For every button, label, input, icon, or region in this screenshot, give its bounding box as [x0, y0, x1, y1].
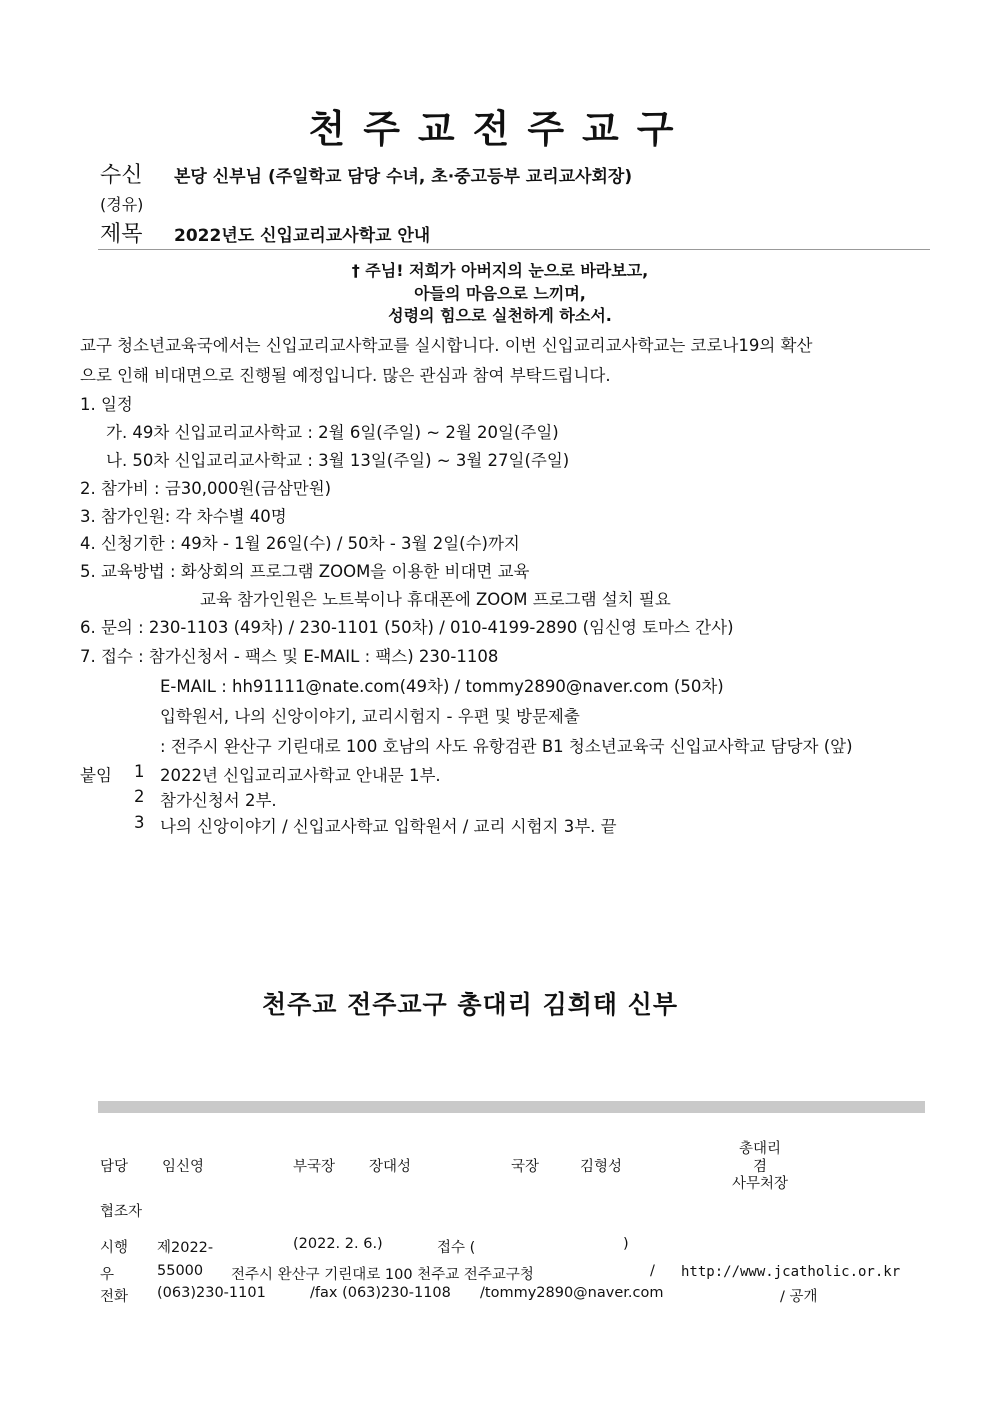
- vicar-label-1: 총대리: [738, 1141, 782, 1157]
- item-receipt-docs: 입학원서, 나의 신앙이야기, 교리시험지 - 우편 및 방문제출: [160, 707, 580, 726]
- vicar-label-2: 겸: [752, 1159, 767, 1175]
- item-deadline: 4. 신청기한 : 49차 - 1월 26일(수) / 50차 - 3월 2일(수)까지: [80, 534, 520, 553]
- subject-label: 제목: [100, 222, 143, 247]
- vicar-label-3: 사무처장: [731, 1176, 789, 1192]
- exec-date: (2022. 2. 6.): [293, 1236, 383, 1252]
- document-title: 천주교전주교구: [308, 106, 692, 151]
- item-receipt: 7. 접수 : 참가신청서 - 팩스 및 E-MAIL : 팩스) 230-1108: [80, 647, 499, 666]
- prayer-line-2: 아들의 마음으로 느끼며,: [414, 284, 586, 303]
- intro-line-2: 으로 인해 비대면으로 진행될 예정입니다. 많은 관심과 참여 부탁드립니다.: [80, 366, 611, 385]
- header-divider: [98, 249, 930, 250]
- postal-code: 55000: [157, 1263, 204, 1279]
- separator: /: [650, 1263, 655, 1279]
- prayer-line-3: 성령의 힘으로 실천하게 하소서.: [388, 306, 612, 325]
- in-charge-label: 담당: [100, 1159, 129, 1175]
- recipient: 본당 신부님 (주일학교 담당 수녀, 초·중고등부 교리교사회장): [174, 167, 633, 187]
- attachment-item: 2022년 신입교리교사학교 안내문 1부.: [160, 766, 441, 785]
- recipient-label: 수신: [100, 163, 143, 188]
- postal-label: 우: [100, 1267, 115, 1283]
- director-label: 국장: [511, 1159, 540, 1175]
- phone-number: (063)230-1101: [157, 1285, 266, 1301]
- signature: 천주교 전주교구 총대리 김희태 신부: [261, 990, 679, 1019]
- attachments-label: 붙임: [80, 766, 112, 785]
- website-link[interactable]: http://www.jcatholic.or.kr: [681, 1264, 901, 1280]
- item-schedule: 1. 일정: [80, 395, 133, 414]
- receipt-label: 접수 (: [437, 1240, 476, 1256]
- item-schedule-b: 나. 50차 신입교리교사학교 : 3월 13일(주일) ~ 3월 27일(주일): [106, 451, 570, 470]
- subject: 2022년도 신입교리교사학교 안내: [174, 226, 431, 246]
- disclosure-status: / 공개: [780, 1289, 818, 1305]
- attachment-item: 나의 신앙이야기 / 신입교사학교 입학원서 / 교리 시험지 3부. 끝: [160, 817, 617, 836]
- item-capacity: 3. 참가인원: 각 차수별 40명: [80, 507, 287, 526]
- item-method-note: 교육 참가인원은 노트북이나 휴대폰에 ZOOM 프로그램 설치 필요: [200, 590, 671, 609]
- receipt-close: ): [623, 1236, 629, 1252]
- item-method: 5. 교육방법 : 화상회의 프로그램 ZOOM을 이용한 비대면 교육: [80, 562, 530, 581]
- attachment-item: 참가신청서 2부.: [160, 791, 277, 810]
- via-label: (경유): [100, 195, 144, 214]
- item-receipt-email: E-MAIL : hh91111@nate.com(49차) / tommy2890@naver.com (50차): [160, 677, 724, 696]
- attachment-num: 2: [134, 787, 145, 806]
- item-receipt-address: : 전주시 완산구 기린대로 100 호남의 사도 유항검관 B1 청소년교육국 신입교사학교 담당자 (앞): [160, 737, 853, 756]
- attachment-num: 3: [134, 813, 145, 832]
- fax-number: /fax (063)230-1108: [310, 1285, 451, 1301]
- office-address: 전주시 완산구 기린대로 100 천주교 전주교구청: [231, 1267, 534, 1283]
- phone-label: 전화: [100, 1289, 129, 1305]
- footer-divider: [98, 1101, 925, 1113]
- item-schedule-a: 가. 49차 신입교리교사학교 : 2월 6일(주일) ~ 2월 20일(주일): [106, 423, 559, 442]
- in-charge-name: 임신영: [162, 1159, 205, 1175]
- intro-line-1: 교구 청소년교육국에서는 신입교리교사학교를 실시합니다. 이번 신입교리교사학교는 코로나19의 확산: [80, 336, 813, 355]
- exec-number: 제2022-: [157, 1240, 214, 1256]
- item-fee: 2. 참가비 : 금30,000원(금삼만원): [80, 479, 332, 498]
- item-inquiry: 6. 문의 : 230-1103 (49차) / 230-1101 (50차) / 010-4199-2890 (임신영 토마스 간사): [80, 618, 734, 637]
- director-name: 김형성: [580, 1159, 623, 1175]
- email-link[interactable]: /tommy2890@naver.com: [480, 1285, 664, 1301]
- exec-label: 시행: [100, 1240, 129, 1256]
- prayer-line-1: † 주님! 저희가 아버지의 눈으로 바라보고,: [351, 261, 649, 280]
- deputy-label: 부국장: [293, 1159, 336, 1175]
- cooperator-label: 협조자: [100, 1204, 143, 1220]
- attachment-num: 1: [134, 762, 145, 781]
- deputy-name: 장대성: [369, 1159, 412, 1175]
